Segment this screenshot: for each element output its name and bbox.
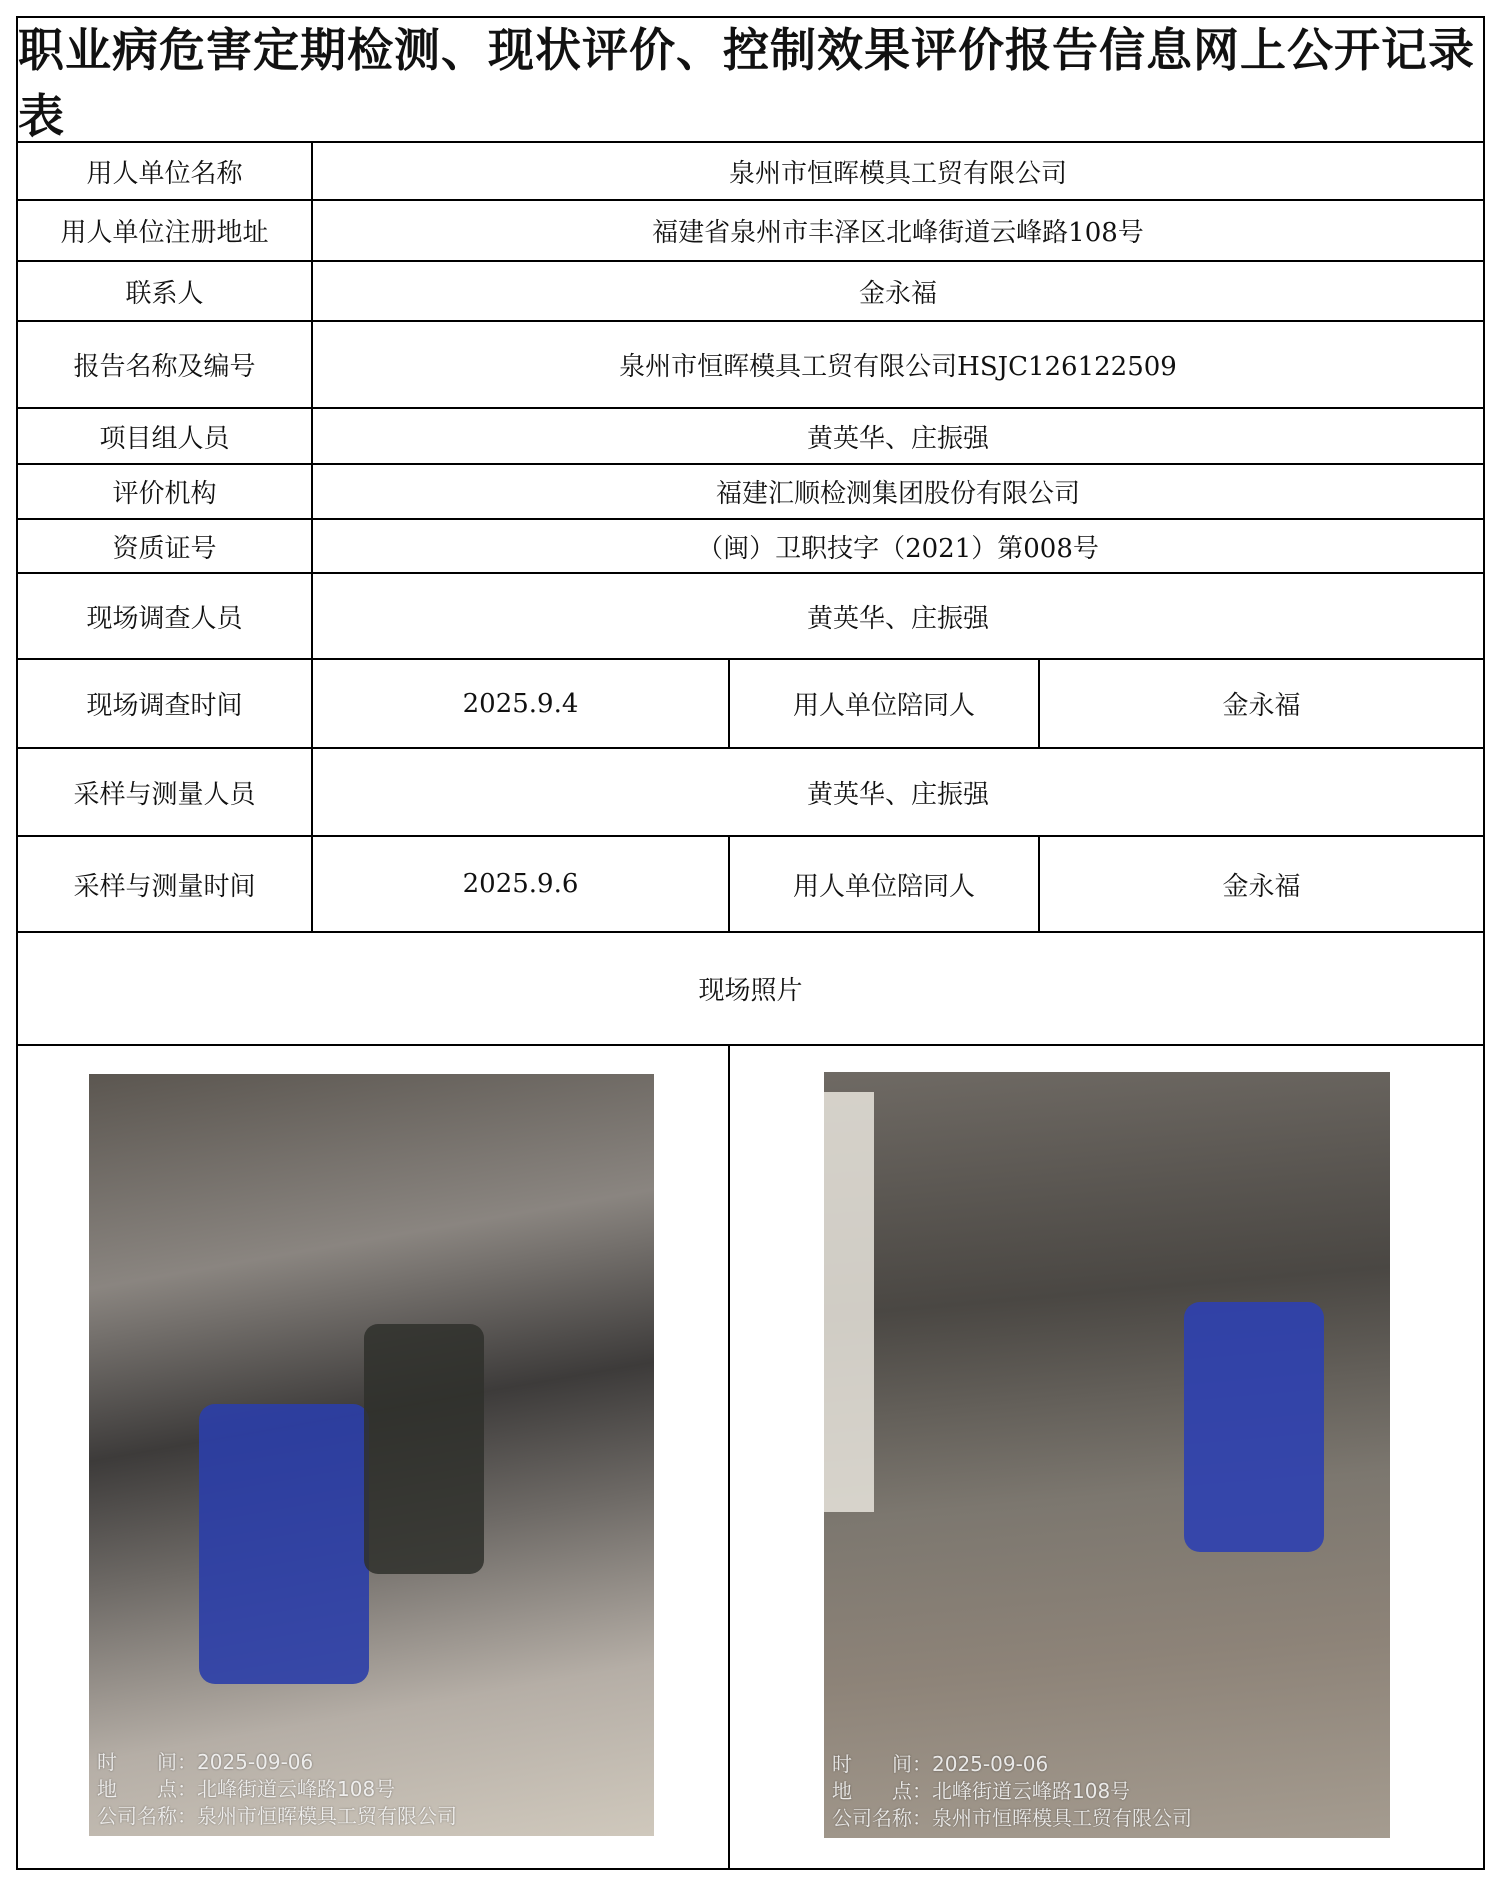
label: 用人单位注册地址 <box>60 218 269 248</box>
value: 福建汇顺检测集团股份有限公司 <box>311 465 1483 518</box>
site-photo-2 <box>824 1072 1390 1838</box>
label: 采样与测量人员 <box>73 779 256 810</box>
label: 现场调查时间 <box>86 691 243 721</box>
row-qualification <box>18 520 1483 574</box>
vest-figure <box>1184 1302 1324 1552</box>
row-agency <box>18 465 1483 520</box>
value: 泉州市恒晖模具工贸有限公司HSJC126122509 <box>311 322 1483 407</box>
value: 黄英华、庄振强 <box>311 409 1483 463</box>
escort-label: 用人单位陪同人 <box>728 660 1038 747</box>
value: （闽）卫职技字（2021）第008号 <box>311 520 1483 572</box>
page-title: 职业病危害定期检测、现状评价、控制效果评价报告信息网上公开记录表 <box>18 22 1475 143</box>
title-row <box>18 18 1483 143</box>
photo-divider <box>728 1046 730 1868</box>
photo-caption <box>832 1751 1192 1832</box>
escort-label: 用人单位陪同人 <box>728 837 1038 931</box>
vest-figure <box>199 1404 369 1684</box>
value: 泉州市恒晖模具工贸有限公司 <box>311 143 1483 199</box>
row-team <box>18 409 1483 465</box>
site-photo-1 <box>89 1074 654 1836</box>
value: 黄英华、庄振强 <box>311 749 1483 835</box>
row-survey-time <box>18 660 1483 749</box>
caption-company: 公司名称：泉州市恒晖模具工贸有限公司 <box>832 1806 1192 1830</box>
caption-place: 地 点：北峰街道云峰路108号 <box>97 1777 396 1801</box>
worker-figure <box>364 1324 484 1574</box>
row-photos-label <box>18 933 1483 1046</box>
caption-time: 时 间：2025-09-06 <box>832 1752 1049 1776</box>
label: 现场调查人员 <box>86 603 243 634</box>
escort-value: 金永福 <box>1038 660 1483 747</box>
row-sampling-staff <box>18 749 1483 837</box>
wall-poster <box>824 1092 874 1512</box>
row-sampling-time <box>18 837 1483 933</box>
row-survey-staff <box>18 574 1483 660</box>
label: 联系人 <box>125 278 204 309</box>
row-report <box>18 322 1483 409</box>
label: 评价机构 <box>112 479 217 509</box>
value: 金永福 <box>311 262 1483 320</box>
row-employer-name <box>18 143 1483 201</box>
photos-heading: 现场照片 <box>698 976 803 1006</box>
label: 项目组人员 <box>99 423 230 454</box>
value: 2025.9.4 <box>311 660 728 747</box>
caption-place: 地 点：北峰街道云峰路108号 <box>832 1779 1131 1803</box>
row-employer-address <box>18 201 1483 262</box>
caption-time: 时 间：2025-09-06 <box>97 1750 314 1774</box>
value: 福建省泉州市丰泽区北峰街道云峰路108号 <box>311 201 1483 260</box>
photo-caption <box>97 1749 457 1830</box>
label: 用人单位名称 <box>86 158 243 189</box>
value: 黄英华、庄振强 <box>311 574 1483 658</box>
label: 报告名称及编号 <box>73 352 256 382</box>
label: 采样与测量时间 <box>73 871 256 902</box>
value: 2025.9.6 <box>311 837 728 931</box>
escort-value: 金永福 <box>1038 837 1483 931</box>
caption-company: 公司名称：泉州市恒晖模具工贸有限公司 <box>97 1804 457 1828</box>
row-contact <box>18 262 1483 322</box>
label: 资质证号 <box>112 533 217 564</box>
record-table <box>16 16 1485 1870</box>
